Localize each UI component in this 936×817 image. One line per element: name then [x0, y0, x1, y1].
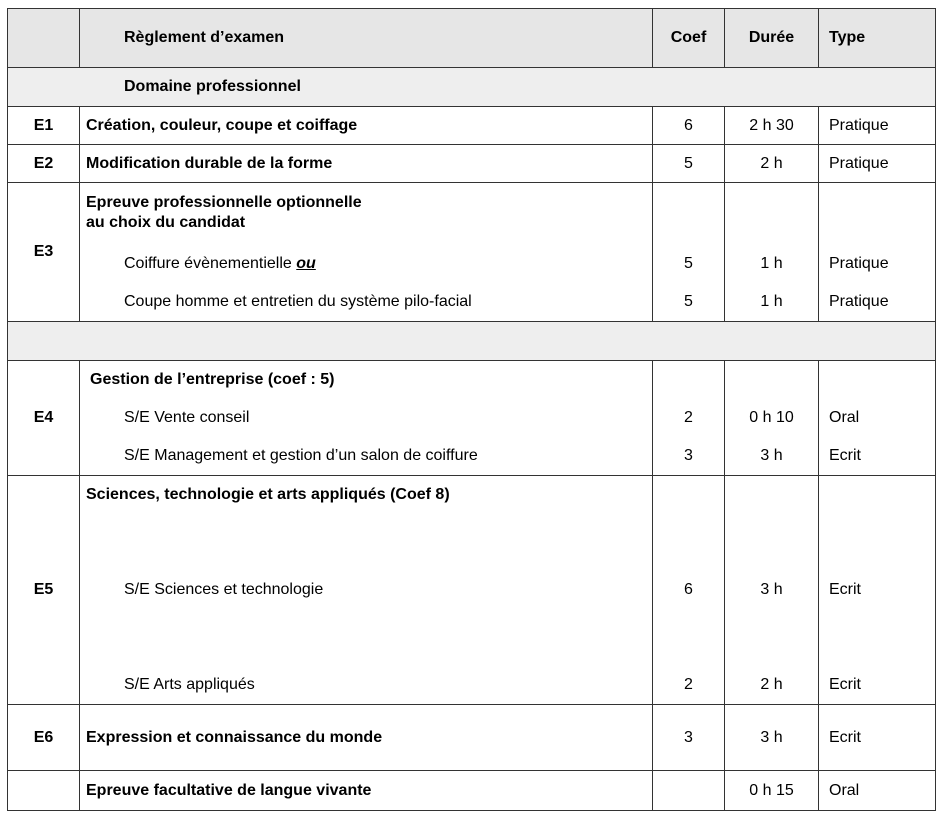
table-row-e4 [8, 361, 936, 476]
e6-duree: 3 h [725, 705, 819, 771]
e5-sub1-duree: 3 h [760, 581, 783, 598]
e5-type-cell [819, 476, 936, 705]
e3-option1-ou: ou [296, 255, 316, 272]
e4-content [80, 361, 653, 476]
e5-sub1-type: Ecrit [829, 581, 861, 598]
e1-type: Pratique [819, 107, 936, 145]
e6-coef: 3 [653, 705, 725, 771]
table-row-e1 [8, 107, 936, 145]
table-header-row [8, 9, 936, 68]
e3-option1 [86, 245, 652, 283]
e3-opt1-duree: 1 h [760, 255, 783, 272]
facultative-label: Epreuve facultative de langue vivante [80, 771, 653, 811]
separator-row [8, 322, 936, 361]
e5-sub2-coef: 2 [684, 676, 693, 693]
domain-row [8, 68, 936, 107]
e5-sub1-label: S/E Sciences et technologie [124, 581, 324, 598]
e3-title-line2: au choix du candidat [86, 214, 246, 231]
e3-opt2-duree: 1 h [760, 293, 783, 310]
separator-cell [8, 322, 936, 361]
e3-code: E3 [8, 183, 80, 322]
e2-duree: 2 h [725, 145, 819, 183]
e4-sub2-coef: 3 [684, 447, 693, 464]
e5-content [80, 476, 653, 705]
e1-code: E1 [8, 107, 80, 145]
e6-label: Expression et connaissance du monde [80, 705, 653, 771]
table-row-facultative [8, 771, 936, 811]
e4-duree-cell [725, 361, 819, 476]
e6-code: E6 [8, 705, 80, 771]
e4-sub1-duree: 0 h 10 [749, 409, 794, 426]
e4-type-cell [819, 361, 936, 476]
table-row-e2 [8, 145, 936, 183]
e1-label: Création, couleur, coupe et coiffage [80, 107, 653, 145]
header-duree: Durée [725, 9, 819, 68]
e1-coef: 6 [653, 107, 725, 145]
e4-sub2-duree: 3 h [760, 447, 783, 464]
e3-opt1-type: Pratique [829, 255, 889, 272]
header-title: Règlement d’examen [80, 9, 653, 68]
e3-coef-cell [653, 183, 725, 322]
exam-regulation-table [7, 8, 936, 811]
e1-duree: 2 h 30 [725, 107, 819, 145]
facultative-coef [653, 771, 725, 811]
e4-sub1-coef: 2 [684, 409, 693, 426]
e3-content [80, 183, 653, 322]
header-code-cell [8, 9, 80, 68]
e5-sub2-duree: 2 h [760, 676, 783, 693]
domain-professionnel-label: Domaine professionnel [8, 68, 936, 107]
e5-duree-cell [725, 476, 819, 705]
e6-type: Ecrit [819, 705, 936, 771]
e3-type-cell [819, 183, 936, 322]
header-coef: Coef [653, 9, 725, 68]
e4-coef-cell [653, 361, 725, 476]
e2-label: Modification durable de la forme [80, 145, 653, 183]
e3-opt2-coef: 5 [684, 293, 693, 310]
e2-coef: 5 [653, 145, 725, 183]
facultative-duree: 0 h 15 [725, 771, 819, 811]
e5-code: E5 [8, 476, 80, 705]
table-row-e5 [8, 476, 936, 705]
e5-sub2-label: S/E Arts appliqués [124, 676, 255, 693]
e4-sub1-label: S/E Vente conseil [124, 409, 250, 426]
e3-opt1-coef: 5 [684, 255, 693, 272]
e5-coef-cell [653, 476, 725, 705]
header-type: Type [819, 9, 936, 68]
e4-title: Gestion de l’entreprise (coef : 5) [90, 371, 335, 388]
e4-sub1-type: Oral [829, 409, 860, 426]
e2-code: E2 [8, 145, 80, 183]
table-row-e3 [8, 183, 936, 322]
e5-title: Sciences, technologie et arts appliqués (Coef 8) [86, 486, 450, 503]
e4-code: E4 [8, 361, 80, 476]
e3-option1-label: Coiffure évènementielle [124, 255, 292, 272]
e3-option2-label: Coupe homme et entretien du système pilo-facial [124, 293, 472, 310]
e3-opt2-type: Pratique [829, 293, 889, 310]
facultative-code [8, 771, 80, 811]
e5-sub1-coef: 6 [684, 581, 693, 598]
facultative-type: Oral [819, 771, 936, 811]
e3-duree-cell [725, 183, 819, 322]
e5-sub2-type: Ecrit [829, 676, 861, 693]
e3-title-line1: Epreuve professionnelle optionnelle [86, 194, 362, 211]
table-row-e6 [8, 705, 936, 771]
e4-sub2-label: S/E Management et gestion d’un salon de coiffure [124, 447, 478, 464]
e4-sub2-type: Ecrit [829, 447, 861, 464]
e2-type: Pratique [819, 145, 936, 183]
